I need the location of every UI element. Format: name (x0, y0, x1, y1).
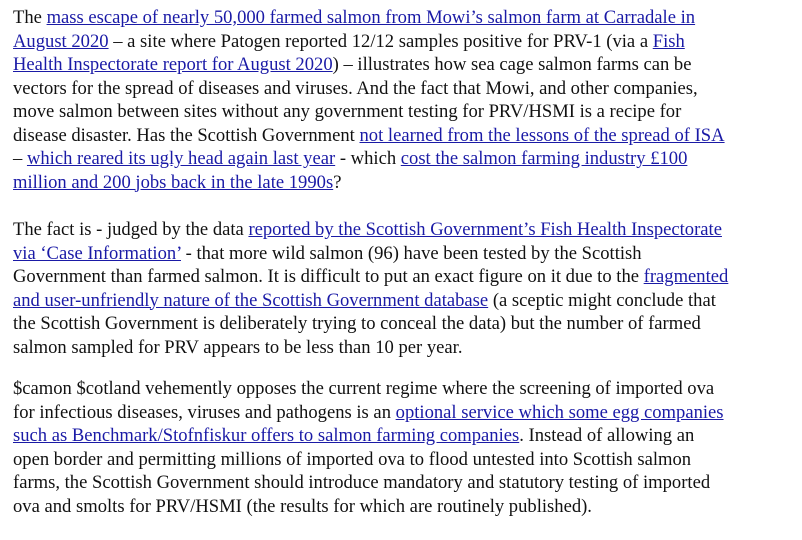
text-segment: Government than farmed salmon. It is difficult to put an exact figure on it due to the (13, 266, 644, 287)
inline-link[interactable]: Fish (652, 30, 685, 52)
text-line (13, 53, 725, 77)
text-segment: $camon $cotland vehemently opposes the current regime where the screening of imported ova (13, 378, 715, 399)
inline-link[interactable]: such as Benchmark/Stofnfiskur offers to salmon farming companies (13, 425, 520, 446)
text-line (13, 30, 725, 54)
text-segment: salmon sampled for PRV appears to be less than 10 per year. (13, 336, 463, 358)
text-segment: open border and permitting millions of imported ova to flood untested into Scottish salmon (13, 448, 692, 470)
text-line (13, 495, 724, 519)
text-line (13, 242, 728, 266)
text-segment: move salmon between sites without any government testing for PRV/HSMI is a recipe for (13, 101, 682, 122)
paragraph (13, 218, 728, 359)
text-segment: for infectious diseases, viruses and pathogens is an (13, 401, 396, 423)
inline-link[interactable]: August 2020 (13, 30, 109, 52)
text-line (13, 312, 728, 336)
text-segment: the Scottish Government is deliberately trying to conceal the data) but the number of farmed (13, 313, 701, 334)
inline-link[interactable]: million and 200 jobs back in the late 1990s (13, 171, 334, 193)
text-line (13, 147, 725, 171)
text-line (13, 336, 728, 360)
text-segment: ? (333, 171, 342, 193)
text-segment: (a sceptic might conclude that (488, 289, 716, 311)
text-line (13, 289, 728, 313)
text-segment: – (13, 148, 27, 169)
inline-link[interactable]: reported by the Scottish Government’s Fish Health Inspectorate (248, 219, 722, 240)
inline-link[interactable]: cost the salmon farming industry £100 (400, 148, 688, 169)
text-line (13, 377, 724, 401)
text-segment: ) – illustrates how sea cage salmon farms can be (332, 54, 692, 75)
text-segment: – a site where Patogen reported 12/12 samples positive for PRV-1 (via a (108, 30, 653, 52)
text-line (13, 100, 725, 124)
text-segment: - that more wild salmon (96) have been tested by the Scottish (180, 242, 642, 264)
text-line (13, 448, 724, 472)
paragraph (13, 6, 725, 194)
inline-link[interactable]: via ‘Case Information’ (13, 242, 181, 264)
inline-link[interactable]: fragmented (643, 266, 729, 287)
text-segment: vectors for the spread of diseases and viruses. And the fact that Mowi, and other companies, (13, 77, 698, 99)
text-segment: . Instead of allowing an (519, 425, 695, 446)
text-line (13, 265, 728, 289)
inline-link[interactable]: not learned from the lessons of the spread of ISA (359, 124, 725, 146)
paragraph (13, 377, 724, 518)
text-line (13, 6, 725, 30)
text-segment: ova and smolts for PRV/HSMI (the results for which are routinely published). (13, 495, 592, 517)
inline-link[interactable]: Health Inspectorate report for August 2020 (13, 54, 333, 75)
text-line (13, 401, 724, 425)
text-line (13, 171, 725, 195)
text-segment: The fact is - judged by the data (13, 219, 249, 240)
text-line (13, 77, 725, 101)
text-segment: The (13, 7, 47, 28)
text-segment: disease disaster. Has the Scottish Government (13, 124, 360, 146)
inline-link[interactable]: and user-unfriendly nature of the Scottish Government database (13, 289, 489, 311)
text-segment: - which (335, 148, 401, 169)
inline-link[interactable]: which reared its ugly head again last year (26, 148, 336, 169)
text-line (13, 471, 724, 495)
text-segment: farms, the Scottish Government should introduce mandatory and statutory testing of imported (13, 472, 711, 493)
inline-link[interactable]: mass escape of nearly 50,000 farmed salmon from Mowi’s salmon farm at Carradale in (46, 7, 696, 28)
text-line (13, 124, 725, 148)
text-line (13, 424, 724, 448)
inline-link[interactable]: optional service which some egg companies (395, 401, 724, 423)
text-line (13, 218, 728, 242)
